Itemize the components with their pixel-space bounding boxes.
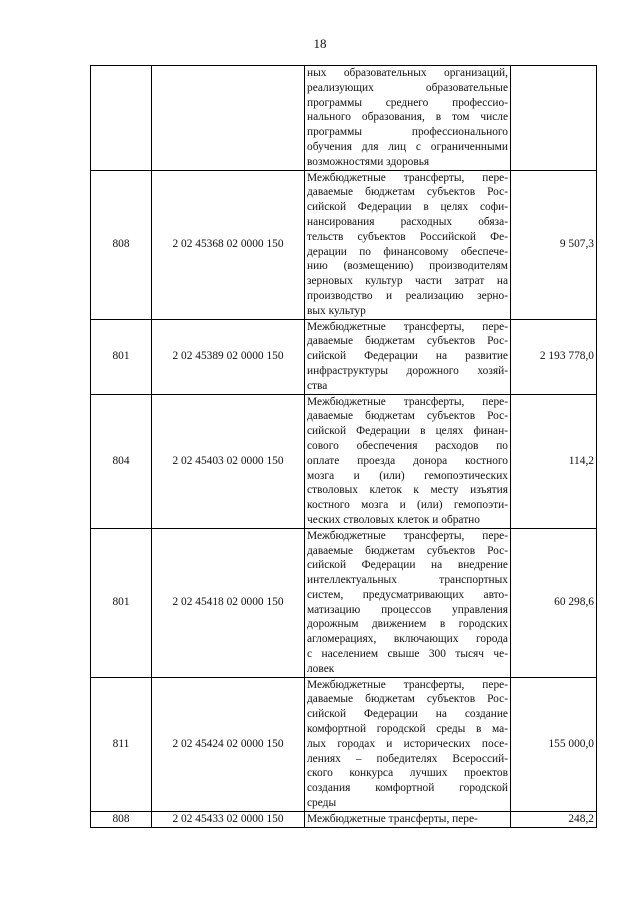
description-line: дорожным движением в городских — [307, 618, 508, 631]
description-line: сийской Федерации на развитие — [307, 350, 508, 363]
description-line: ловек — [307, 662, 335, 675]
admin-code-cell: 808 — [91, 811, 152, 827]
amount-cell: 155 000,0 — [511, 677, 597, 811]
description-line: реализующих образовательные — [307, 81, 508, 94]
description-line: даваемые бюджетам субъектов Рос- — [307, 693, 508, 706]
description-line: зерновых культур части затрат на — [307, 275, 508, 288]
description-line: нального образования, в том числе — [307, 111, 508, 124]
description-line: стволовых клеток к месту изъятия — [307, 484, 508, 497]
description-line: лениях – победителях Всероссий- — [307, 752, 508, 765]
amount-cell — [511, 66, 597, 171]
amount-cell: 2 193 778,0 — [511, 319, 597, 394]
budget-classification-code-cell: 2 02 45433 02 0000 150 — [152, 811, 305, 827]
description-line: агломерациях, включающих города — [307, 633, 508, 646]
description-line: ства — [307, 379, 328, 392]
description-line: среды — [307, 797, 337, 810]
admin-code-cell: 808 — [91, 170, 152, 319]
description-line: комфортной городской среды в ма- — [307, 723, 508, 736]
description-cell — [305, 66, 511, 171]
description-cell — [305, 677, 511, 811]
description-line: ского конкурса лучших проектов — [307, 767, 508, 780]
budget-table-body — [91, 66, 597, 828]
description-line: даваемые бюджетам субъектов Рос- — [307, 544, 508, 557]
description-line: сийской Федерации на создание — [307, 708, 508, 721]
table-row — [91, 528, 597, 677]
description-cell — [305, 170, 511, 319]
description-line: возможностями здоровья — [307, 155, 430, 168]
description-line: обучения для лиц с ограниченными — [307, 140, 508, 153]
table-row — [91, 811, 597, 827]
table-row — [91, 394, 597, 528]
description-line: создания комфортной городской — [307, 782, 508, 795]
admin-code-cell: 811 — [91, 677, 152, 811]
description-line: Межбюджетные трансферты, пере- — [307, 678, 508, 691]
description-line: ческих стволовых клеток и обратно — [307, 513, 480, 526]
description-cell — [305, 811, 511, 827]
description-line: программы среднего профессио- — [307, 96, 508, 109]
description-line: оплате проезда донора костного — [307, 454, 508, 467]
description-line: даваемые бюджетам субъектов Рос- — [307, 410, 508, 423]
description-line: даваемые бюджетам субъектов Рос- — [307, 186, 508, 199]
admin-code-cell: 801 — [91, 528, 152, 677]
description-line: нию (возмещению) производителям — [307, 260, 508, 273]
description-line: даваемые бюджетам субъектов Рос- — [307, 335, 508, 348]
table-row — [91, 66, 597, 171]
description-line: матизацию процессов управления — [307, 603, 508, 616]
budget-classification-code-cell — [152, 66, 305, 171]
description-line: Межбюджетные трансферты, пере- — [307, 812, 478, 825]
description-line: дерации по финансовому обеспече- — [307, 245, 508, 258]
description-line: инфраструктуры дорожного хозяй- — [307, 364, 508, 377]
admin-code-cell — [91, 66, 152, 171]
description-line: Межбюджетные трансферты, пере- — [307, 171, 508, 184]
budget-classification-code-cell: 2 02 45418 02 0000 150 — [152, 528, 305, 677]
admin-code-cell: 801 — [91, 319, 152, 394]
description-cell — [305, 319, 511, 394]
description-line: лых городах и исторических посе- — [307, 737, 508, 750]
description-line: сийской Федерации в целях софи- — [307, 201, 508, 214]
description-line: вых культур — [307, 304, 366, 317]
admin-code-cell: 804 — [91, 394, 152, 528]
description-line: систем, предусматривающих авто- — [307, 588, 508, 601]
amount-cell: 9 507,3 — [511, 170, 597, 319]
page-number: 18 — [313, 36, 327, 51]
budget-classification-code-cell: 2 02 45368 02 0000 150 — [152, 170, 305, 319]
description-cell — [305, 528, 511, 677]
table-row — [91, 170, 597, 319]
description-line: Межбюджетные трансферты, пере- — [307, 320, 508, 333]
budget-classification-code-cell: 2 02 45424 02 0000 150 — [152, 677, 305, 811]
amount-cell: 114,2 — [511, 394, 597, 528]
description-line: с населением свыше 300 тысяч че- — [307, 648, 508, 661]
amount-cell: 248,2 — [511, 811, 597, 827]
description-line: Межбюджетные трансферты, пере- — [307, 529, 508, 542]
budget-table — [90, 65, 597, 828]
description-line: производство и реализацию зерно- — [307, 289, 508, 302]
description-line: мозга и (или) гемопоэтических — [307, 469, 508, 482]
description-line: интеллектуальных транспортных — [307, 574, 508, 587]
description-line: программы профессионального — [307, 126, 508, 139]
description-line: сийской Федерации на внедрение — [307, 559, 508, 572]
description-line: сового обеспечения расходов по — [307, 439, 508, 452]
amount-cell: 60 298,6 — [511, 528, 597, 677]
description-line: сийской Федерации в целях финан- — [307, 425, 508, 438]
budget-classification-code-cell: 2 02 45403 02 0000 150 — [152, 394, 305, 528]
description-line: тельств субъектов Российской Фе- — [307, 230, 508, 243]
description-line: костного мозга и (или) гемопоэти- — [307, 499, 508, 512]
budget-classification-code-cell: 2 02 45389 02 0000 150 — [152, 319, 305, 394]
table-row — [91, 677, 597, 811]
table-row — [91, 319, 597, 394]
description-line: нансирования расходных обяза- — [307, 215, 508, 228]
description-line: ных образовательных организаций, — [307, 67, 508, 79]
description-cell — [305, 394, 511, 528]
description-line: Межбюджетные трансферты, пере- — [307, 395, 508, 408]
